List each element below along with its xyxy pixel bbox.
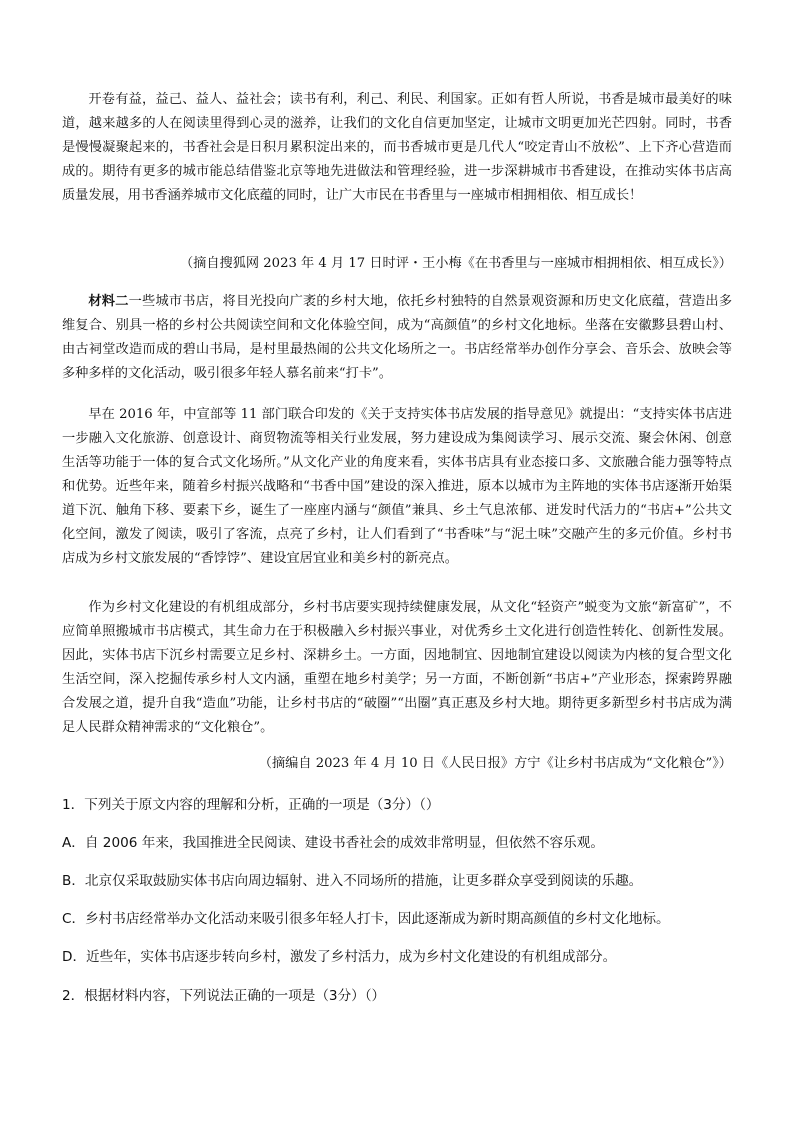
question-1-stem: 1．下列关于原文内容的理解和分析，正确的一项是（3分）（）: [62, 797, 440, 813]
source-citation-1: （摘自搜狐网 2023 年 4 月 17 日时评・王小梅《在书香里与一座城市相拥相依、相互成长》）: [179, 256, 732, 271]
paragraph-material-1-ending: 开卷有益，益己、益人、益社会；读书有利，利己、利民、利国家。正如有哲人所说，书香是城市最美好的味道，越来越多的人在阅读里得到心灵的滋养，让我们的文化自信更加坚定，让城市文明更加光芒四射。同时，书香是慢慢凝聚起来的，书香社会是日积月累积淀出来的，而书香城市更是几代人“咬定青山不放松”、上下齐心营造而成的。期待有更多的城市能总结借鉴北京等地先进做法和管理经验，进一步深耕城市书香建设，在推动实体书店高质量发展，用书香涵养城市文化底蕴的同时，让广大市民在书香里与一座城市相拥相依、相互成长！: [62, 92, 732, 203]
question-1-option-c: C．乡村书店经常举办文化活动来吸引很多年轻人打卡，因此逐渐成为新时期高颜值的乡村文化地标。: [62, 911, 670, 927]
material-2-intro-text: 一些城市书店，将目光投向广袤的乡村大地，依托乡村独特的自然景观资源和历史文化底蕴，营造出多维复合、别具一格的乡村公共阅读空间和文化体验空间，成为“高颜值”的乡村文化地标。坐落在安徽黟县碧山村、由古祠堂改造而成的碧山书局，是村里最热闹的公共文化场所之一。书店经常举办创作分享会、音乐会、放映会等多种多样的文化活动，吸引很多年轻人慕名前来“打卡”。: [62, 294, 733, 381]
paragraph-material-2-conclusion: 作为乡村文化建设的有机组成部分，乡村书店要实现持续健康发展，从文化“轻资产”蜕变为文旅“新富矿”，不应简单照搬城市书店模式，其生命力在于积极融入乡村振兴事业，对优秀乡土文化进行创造性转化、创新性发展。因此，实体书店下沉乡村需要立足乡村、深耕乡土。一方面，因地制宜、因地制宜建设以阅读为内核的复合型文化生活空间，深入挖掘传承乡村人文内涵，重塑在地乡村美学；另一方面，不断创新“书店+”产业形态，探索跨界融合发展之道，提升自我“造血”功能，让乡村书店的“破圈”“出圈”真正惠及乡村大地。期待更多新型乡村书店成为满足人民群众精神需求的“文化粮仓”。: [62, 600, 732, 735]
paragraph-material-2-intro: [62, 290, 732, 386]
paragraph-material-2-guidance: 早在 2016 年，中宣部等 11 部门联合印发的《关于支持实体书店发展的指导意见》就提出：“支持实体书店进一步融入文化旅游、创意设计、商贸物流等相关行业发展，努力建设成为集阅读学习、展示交流、聚会休闲、创意生活等功能于一体的复合式文化场所。”从文化产业的角度来看，实体书店具有业态接口多、文旅融合能力强等特点和优势。近些年来，随着乡村振兴战略和“书香中国”建设的深入推进，原本以城市为主阵地的实体书店逐渐开始渠道下沉、触角下移、要素下乡，诞生了一座座内涵与“颜值”兼具、乡土气息浓郁、迸发时代活力的“书店+”公共文化空间，激发了阅读，吸引了客流，点亮了乡村，让人们看到了“书香味”与“泥土味”交融产生的多元价值。乡村书店成为乡村文旅发展的“香饽饽”、建设宜居宜业和美乡村的新亮点。: [62, 407, 732, 566]
question-2-stem: 2．根据材料内容，下列说法正确的一项是（3分）（）: [62, 988, 386, 1004]
source-citation-2: （摘编自 2023 年 4 月 10 日《人民日报》方宁《让乡村书店成为“文化粮仓”》）: [258, 756, 732, 771]
material-2-label: 材料二: [88, 294, 129, 309]
question-1-option-a: A．自 2006 年来，我国推进全民阅读、建设书香社会的成效非常明显，但依然不容乐观。: [62, 835, 604, 851]
question-1-option-b: B．北京仅采取鼓励实体书店向周边辐射、进入不同场所的措施，让更多群众享受到阅读的乐趣。: [62, 873, 643, 889]
question-1-option-d: D．近些年，实体书店逐步转向乡村，激发了乡村活力，成为乡村文化建设的有机组成部分。: [62, 949, 617, 965]
